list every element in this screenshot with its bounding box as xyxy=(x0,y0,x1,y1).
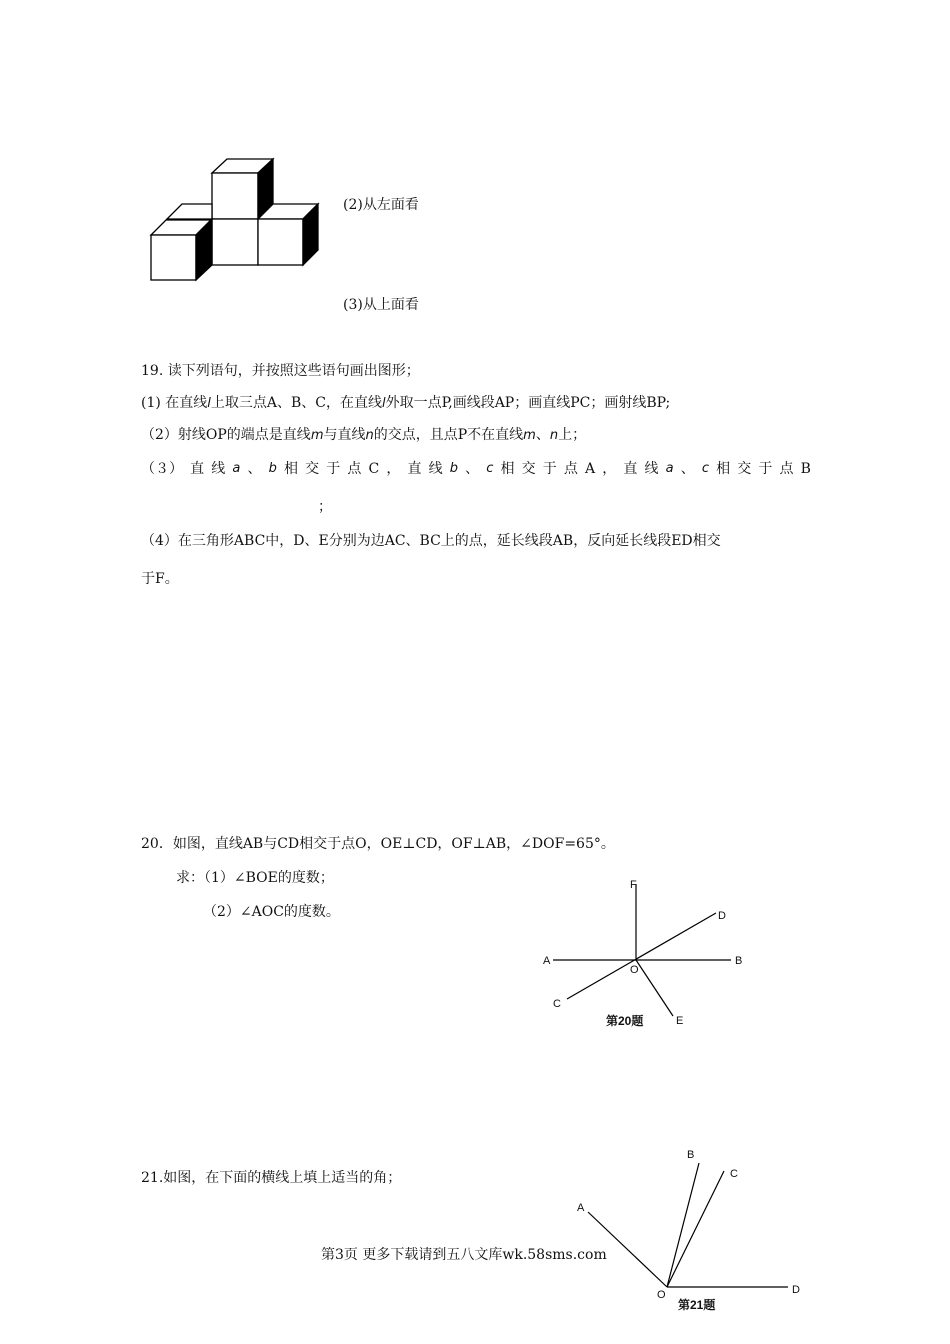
q19-item3-tok: 于 xyxy=(758,461,773,477)
q19-item3-tok: 相 xyxy=(283,461,298,477)
q19-item3-var: c xyxy=(486,461,494,476)
q19-item4-line1: （4）在三角形ABC中，D、E分别为边AC、BC上的点，延长线段AB，反向延长线段ED相交 xyxy=(141,533,721,549)
q19-item2 xyxy=(141,426,586,445)
q19-item1-text-a: (1) 在直线 xyxy=(141,395,208,411)
q19-item3-tok: 点 xyxy=(347,461,362,477)
q19-item3-tok: B xyxy=(800,461,811,477)
q19-item3-tok: 、 xyxy=(680,461,695,477)
q21-label-c: C xyxy=(730,1168,738,1180)
q19-item3-tok: A xyxy=(585,461,596,477)
q20-label-c: C xyxy=(553,998,561,1010)
q19-item3-end: ； xyxy=(318,499,332,515)
q19-item1-var2: l xyxy=(382,396,386,411)
q19-item2-var2: n xyxy=(365,428,374,443)
cube-figure xyxy=(148,155,328,285)
q20-ask2: （2）∠AOC的度数。 xyxy=(203,904,340,920)
q19-item3-tok: 于 xyxy=(542,461,557,477)
q19-item3-tok: 交 xyxy=(305,461,320,477)
q21-label-a: A xyxy=(577,1202,585,1214)
q19-item2-text-e: 上； xyxy=(558,427,587,443)
q19-item1-var1: l xyxy=(207,396,211,411)
page-footer: 第3页 更多下载请到五八文库wk.58sms.com xyxy=(321,1247,607,1263)
q19-item4-line2: 于F。 xyxy=(141,571,179,587)
ray-ob xyxy=(667,1163,699,1287)
q19-item3-tok: 线 xyxy=(211,461,226,477)
q19-item2-var1: m xyxy=(310,428,324,443)
q19-item3-tok: ， xyxy=(386,461,401,477)
q21-title: 21.如图，在下面的横线上填上适当的角； xyxy=(141,1170,402,1186)
line-cd xyxy=(567,913,716,999)
q19-item2-text-b: 与直线 xyxy=(323,427,366,443)
ray-oc xyxy=(667,1171,724,1287)
q21-caption: 第21题 xyxy=(678,1298,716,1312)
q19-item2-text-c: 的交点，且点P不在直线 xyxy=(373,427,524,443)
q21-label-d: D xyxy=(792,1284,800,1296)
q19-item3-var: b xyxy=(449,461,458,476)
left-view-label: (2)从左面看 xyxy=(343,197,419,213)
q19-item3-tok: 线 xyxy=(644,461,659,477)
q19-item3-var: c xyxy=(701,461,709,476)
q19-item3-tok: 直 xyxy=(623,461,638,477)
q19-item3-tok: 、 xyxy=(465,461,480,477)
q19-item3-var: a xyxy=(665,461,674,476)
q20-ask1: 求：（1）∠BOE的度数； xyxy=(176,870,334,886)
q19-item3-tok: 、 xyxy=(247,461,262,477)
q20-label-f: F xyxy=(630,879,637,891)
q19-item3-tok: 相 xyxy=(500,461,515,477)
q20-label-d: D xyxy=(718,910,726,922)
q19-item3-tok: 直 xyxy=(190,461,205,477)
q19-item3-tok: ， xyxy=(602,461,617,477)
q19-item3-tok: 交 xyxy=(521,461,536,477)
q19-item3-tok: 于 xyxy=(326,461,341,477)
q19-item3-tok: 交 xyxy=(737,461,752,477)
q19-item3-tok: 点 xyxy=(563,461,578,477)
q19-item2-var4: n xyxy=(549,428,559,443)
q19-item3-tok: 相 xyxy=(716,461,731,477)
q19-item3 xyxy=(141,460,811,478)
q20-caption: 第20题 xyxy=(606,1014,644,1028)
q21-figure xyxy=(560,1150,820,1320)
q19-item3-var: a xyxy=(232,461,241,476)
q19-item3-tok: 点 xyxy=(779,461,794,477)
q20-label-b: B xyxy=(735,955,743,967)
ray-oe xyxy=(636,960,673,1016)
q19-item1 xyxy=(141,394,670,413)
q21-label-b: B xyxy=(687,1149,695,1161)
q19-item3-var: b xyxy=(268,461,277,476)
q19-title: 19. 读下列语句，并按照这些语句画出图形； xyxy=(141,363,420,379)
q19-item1-text-b: 上取三点A、B、C，在直线 xyxy=(210,395,383,411)
q20-figure xyxy=(535,872,765,1042)
q19-item2-text-a: （2）射线OP的端点是直线 xyxy=(141,427,311,443)
q20-title: 20．如图，直线AB与CD相交于点O，OE⊥CD，OF⊥AB，∠DOF=65°。 xyxy=(141,836,615,852)
q20-label-e: E xyxy=(676,1015,684,1027)
q20-label-o: O xyxy=(630,964,639,976)
q19-item3-tok: C xyxy=(368,461,380,477)
q19-item3-tok: 线 xyxy=(428,461,443,477)
q20-label-a: A xyxy=(543,955,551,967)
q19-item2-text-d: 、 xyxy=(535,427,550,443)
q19-item2-var3: m xyxy=(523,428,536,443)
q21-label-o: O xyxy=(657,1289,666,1301)
q19-item1-text-c: 外取一点P,画线段AP；画直线PC；画射线BP; xyxy=(385,395,671,411)
top-view-label: (3)从上面看 xyxy=(343,297,419,313)
q19-item3-tok: （３） xyxy=(141,461,183,477)
q19-item3-tok: 直 xyxy=(407,461,422,477)
